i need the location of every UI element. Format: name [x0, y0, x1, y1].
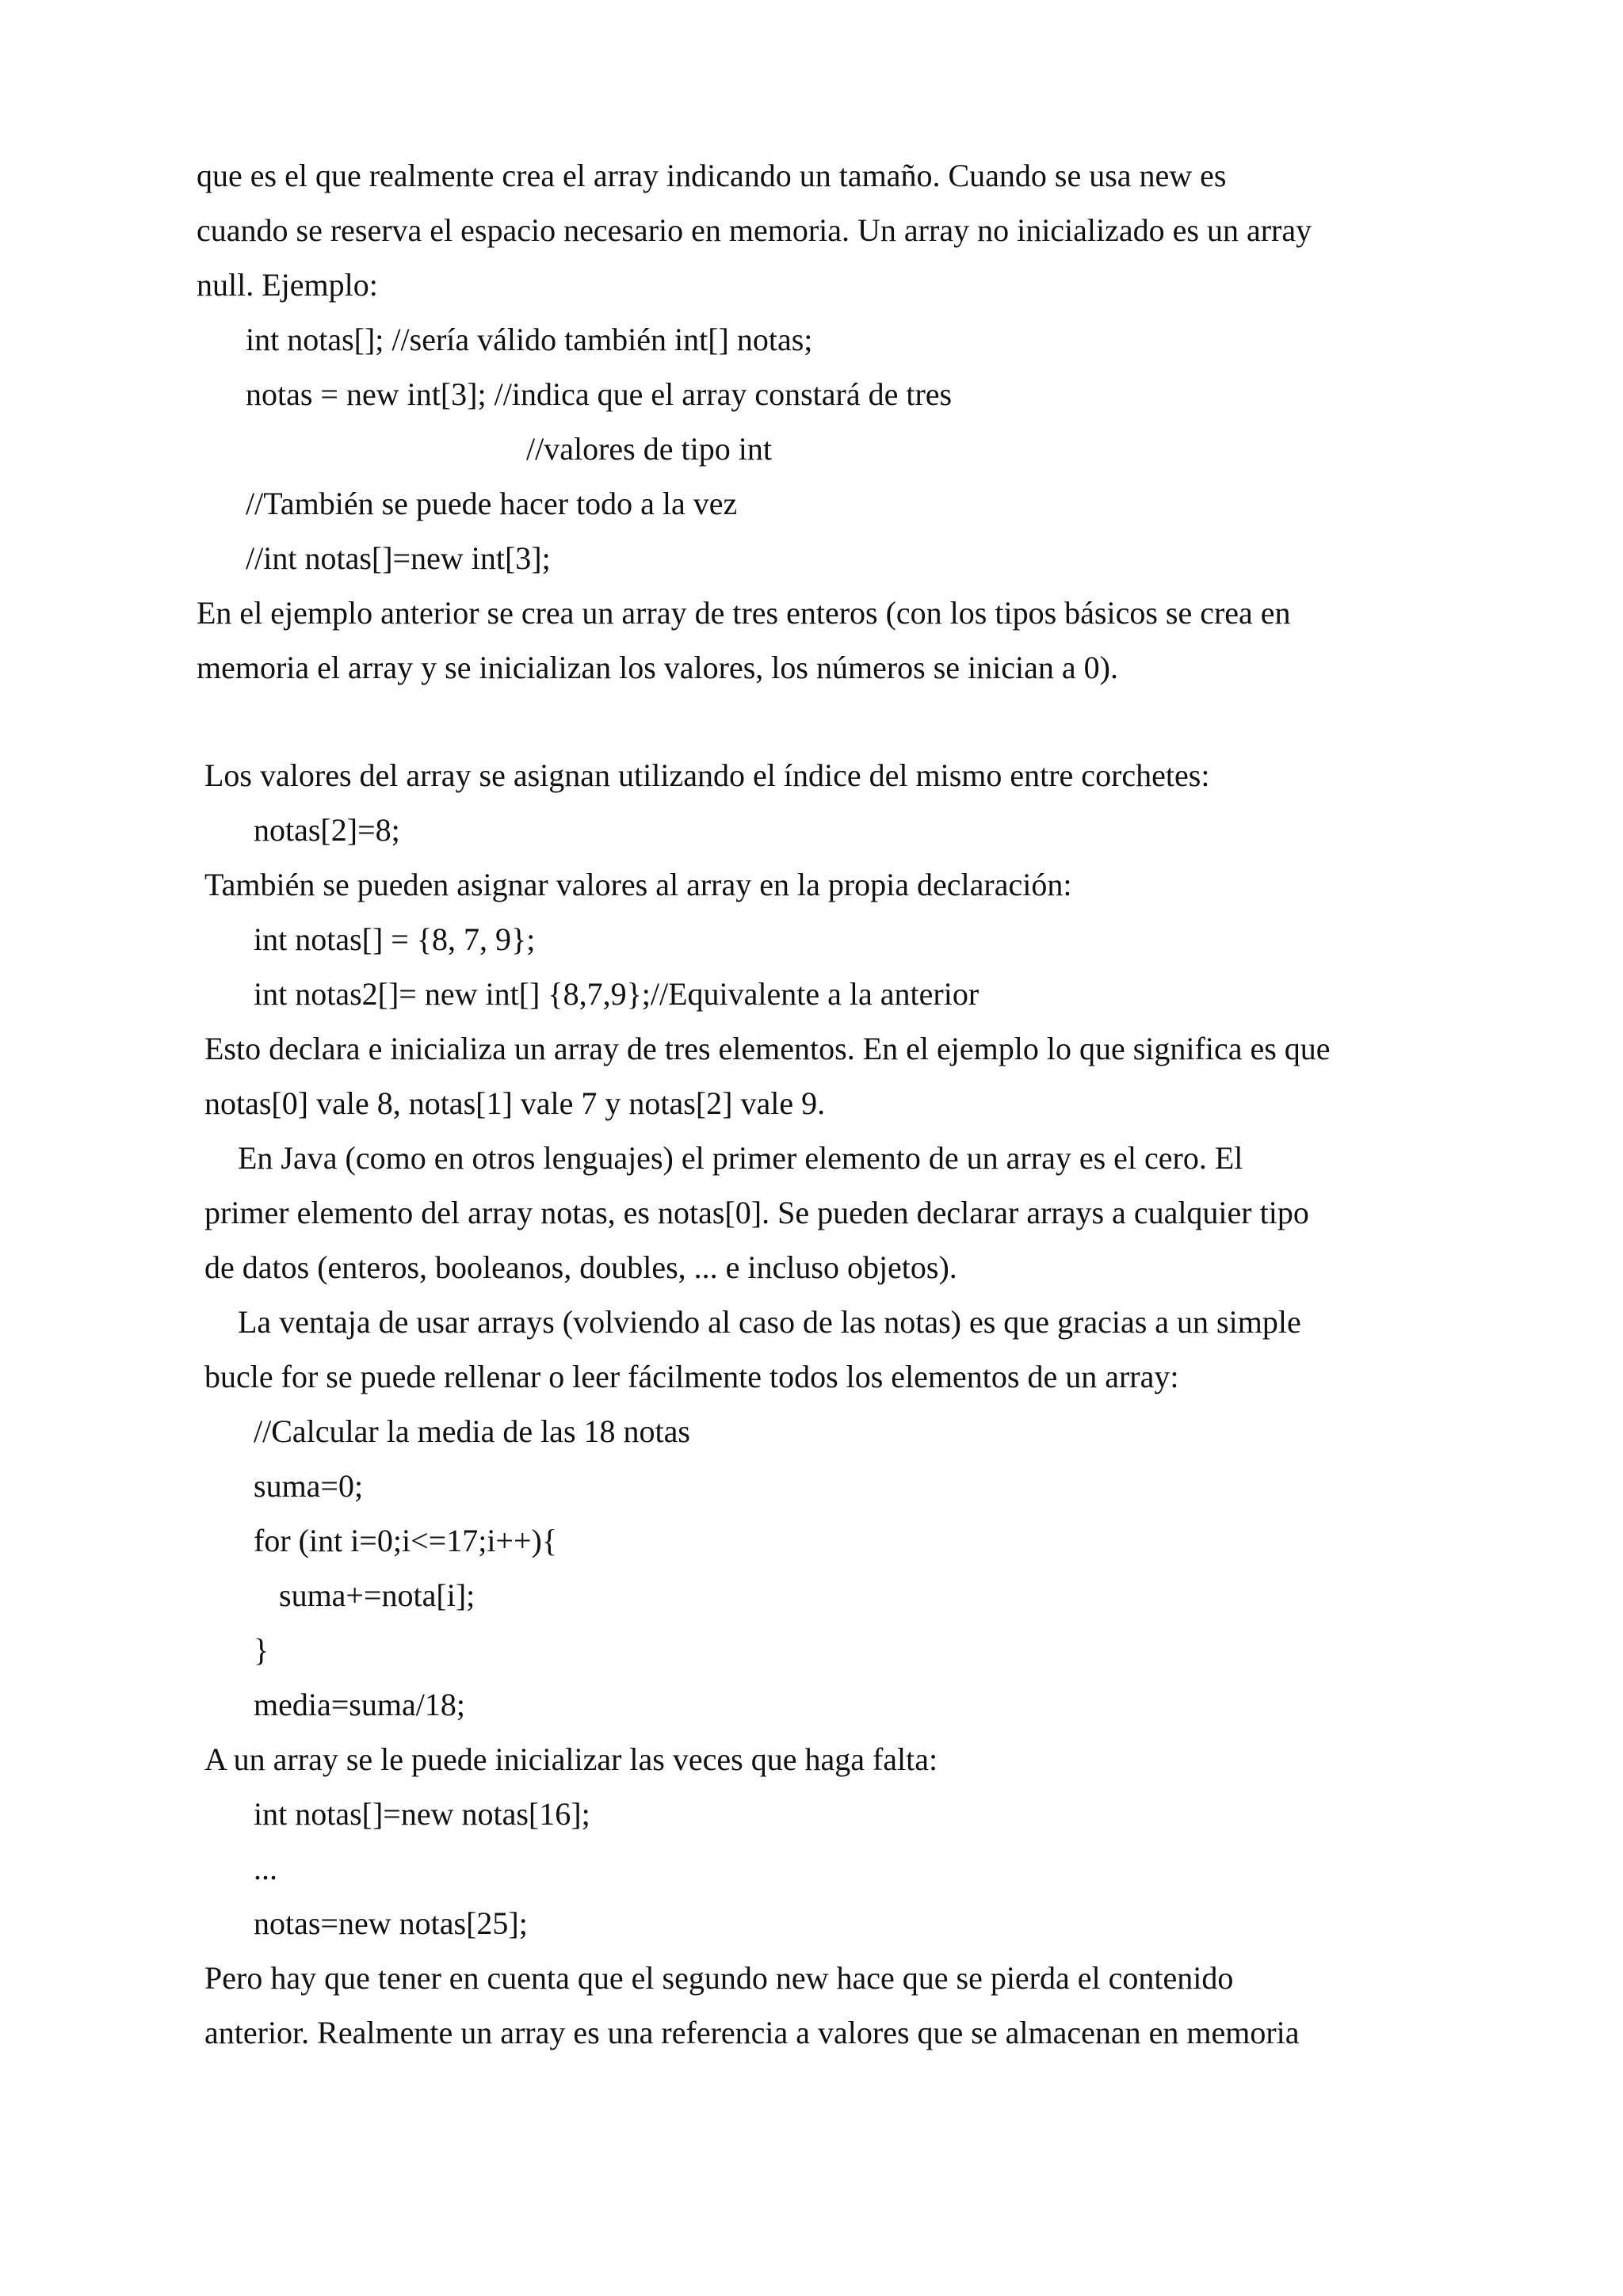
code-line: notas=new notas[25]; — [254, 1905, 528, 1941]
paragraph-line: Los valores del array se asignan utilizando el índice del mismo entre corchetes: — [204, 757, 1210, 793]
code-line: int notas2[]= new int[] {8,7,9};//Equivalente a la anterior — [254, 976, 980, 1012]
paragraph-line: También se pueden asignar valores al array en la propia declaración: — [204, 867, 1072, 902]
paragraph-line: Pero hay que tener en cuenta que el segundo new hace que se pierda el contenido — [204, 1960, 1234, 1996]
paragraph-line: anterior. Realmente un array es una referencia a valores que se almacenan en memoria — [204, 2015, 1300, 2050]
paragraph-line: de datos (enteros, booleanos, doubles, ... e incluso objetos). — [204, 1249, 957, 1285]
code-line: suma=0; — [254, 1468, 364, 1504]
code-line: //int notas[]=new int[3]; — [246, 540, 551, 576]
code-line: int notas[]=new notas[16]; — [254, 1796, 590, 1832]
code-line: //valores de tipo int — [526, 431, 772, 467]
paragraph-line: que es el que realmente crea el array indicando un tamaño. Cuando se usa new es — [197, 158, 1227, 193]
paragraph-line: bucle for se puede rellenar o leer fácilmente todos los elementos de un array: — [204, 1359, 1179, 1394]
paragraph-line: primer elemento del array notas, es notas[0]. Se pueden declarar arrays a cualquier tipo — [204, 1195, 1309, 1230]
code-line: ... — [254, 1851, 277, 1886]
code-line: media=suma/18; — [254, 1687, 465, 1722]
paragraph-line: memoria el array y se inicializan los valores, los números se inician a 0). — [197, 650, 1118, 685]
paragraph-line: null. Ejemplo: — [197, 267, 378, 303]
code-line: //También se puede hacer todo a la vez — [246, 486, 738, 521]
code-line: //Calcular la media de las 18 notas — [254, 1413, 690, 1449]
code-line: } — [254, 1632, 269, 1668]
code-line: for (int i=0;i<=17;i++){ — [254, 1523, 558, 1558]
paragraph-line: En Java (como en otros lenguajes) el primer elemento de un array es el cero. El — [238, 1140, 1243, 1176]
paragraph-line: A un array se le puede inicializar las veces que haga falta: — [204, 1741, 938, 1777]
paragraph-line: cuando se reserva el espacio necesario en memoria. Un array no inicializado es un array — [197, 212, 1312, 248]
code-line: notas = new int[3]; //indica que el array constará de tres — [246, 376, 953, 412]
code-line: int notas[] = {8, 7, 9}; — [254, 921, 536, 957]
paragraph-line: Esto declara e inicializa un array de tres elementos. En el ejemplo lo que significa es que — [204, 1031, 1331, 1066]
code-line: notas[2]=8; — [254, 812, 400, 848]
code-line: suma+=nota[i]; — [279, 1577, 475, 1613]
paragraph-line: notas[0] vale 8, notas[1] vale 7 y notas[2] vale 9. — [204, 1085, 826, 1121]
code-line: int notas[]; //sería válido también int[] notas; — [246, 322, 813, 357]
paragraph-line: La ventaja de usar arrays (volviendo al caso de las notas) es que gracias a un simple — [238, 1304, 1301, 1340]
paragraph-line: En el ejemplo anterior se crea un array de tres enteros (con los tipos básicos se crea en — [197, 595, 1291, 631]
